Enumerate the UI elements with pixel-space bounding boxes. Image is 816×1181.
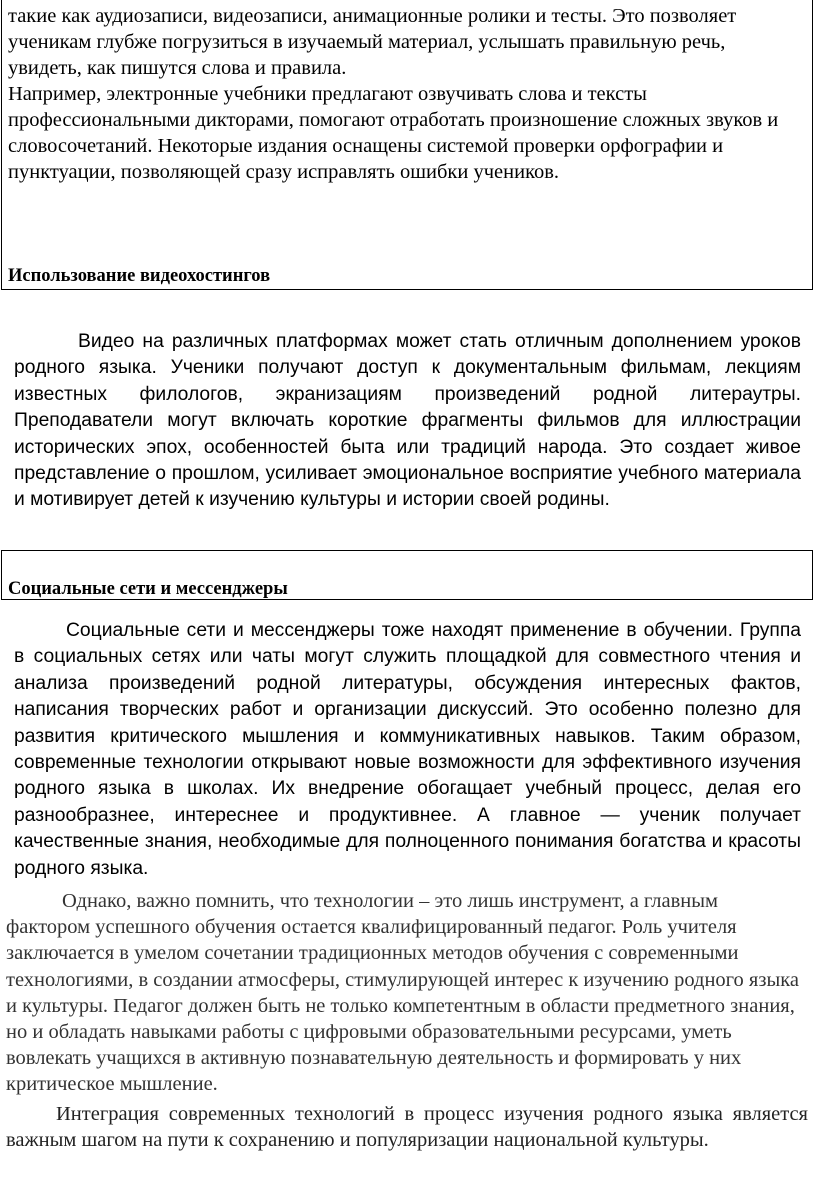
text-frame-top [1,0,813,290]
paragraph-social-networks-text: Социальные сети и мессенджеры тоже находят применение в обучении. Группа в социальных сетях или чаты могут служить площадкой для совместного чтения и анализа произведений родной литературы, обсуждения интересных фактов, написания творческих работ и организации дискуссий. Это особенно полезно для развития критического мышления и коммуникативных навыков. Таким образом, современные технологии открывают новые возможности для эффективного изучения родного языка в школах. Их внедрение обогащает учебный процесс, делая его разнообразнее, интереснее и продуктивнее. А главное — ученик получает качественные знания, необходимые для полноценного понимания богатства и красоты родного языка. [14,620,801,879]
paragraph-integration-text: Интеграция современных технологий в процесс изучения родного языка является важным шагом на пути к сохранению и популяризации национальной культуры. [6,1103,808,1152]
paragraph-teacher-role-text: Однако, важно помнить, что технологии – это лишь инструмент, а главным фактором успешного обучения остается квалифицированный педагог. Роль учителя заключается в умелом сочетании традиционных методов обучения с современными технологиями, в создании атмосферы, стимулирующей интерес к изучению родного языка и культуры. Педагог должен быть не только компетентным в области предметного знания, но и обладать навыками работы с цифровыми образовательными ресурсами, уметь вовлекать учащихся в активную познавательную деятельность и формировать у них критическое мышление. [6,890,799,1096]
text-frame-social [1,550,813,600]
heading-video-hosting: Использование видеохостингов [8,266,271,286]
paragraph-integration [6,1101,808,1153]
paragraph-electronic-textbooks: Например, электронные учебники предлагают озвучивать слова и тексты профессиональными дикторами, помогают отработать произношение сложных звуков и словосочетаний. Некоторые издания оснащены системой проверки орфографии и пунктуации, позволяющей сразу исправлять ошибки учеников. [8,83,779,183]
paragraph-social-networks [14,618,801,882]
paragraph-video-platforms [14,329,801,514]
heading-social-networks: Социальные сети и мессенджеры [8,579,288,599]
paragraph-media-materials: такие как аудиозаписи, видеозаписи, анимационные ролики и тесты. Это позволяет ученикам глубже погрузиться в изучаемый материал, услышать правильную речь, увидеть, как пишутся слова и правила. [8,5,737,79]
paragraph-video-platforms-text: Видео на различных платформах может стать отличным дополнением уроков родного языка. Ученики получают доступ к документальным фильмам, лекциям известных филологов, экранизациям произведений родной литераутры. Преподаватели могут включать короткие фрагменты фильмов для иллюстрации исторических эпох, особенностей быта или традиций народа. Это создает живое представление о прошлом, усиливает эмоциональное восприятие учебного материала и мотивирует детей к изучению культуры и истории своей родины. [14,331,801,511]
paragraph-teacher-role [6,888,806,1098]
intro-text-block [8,3,804,185]
